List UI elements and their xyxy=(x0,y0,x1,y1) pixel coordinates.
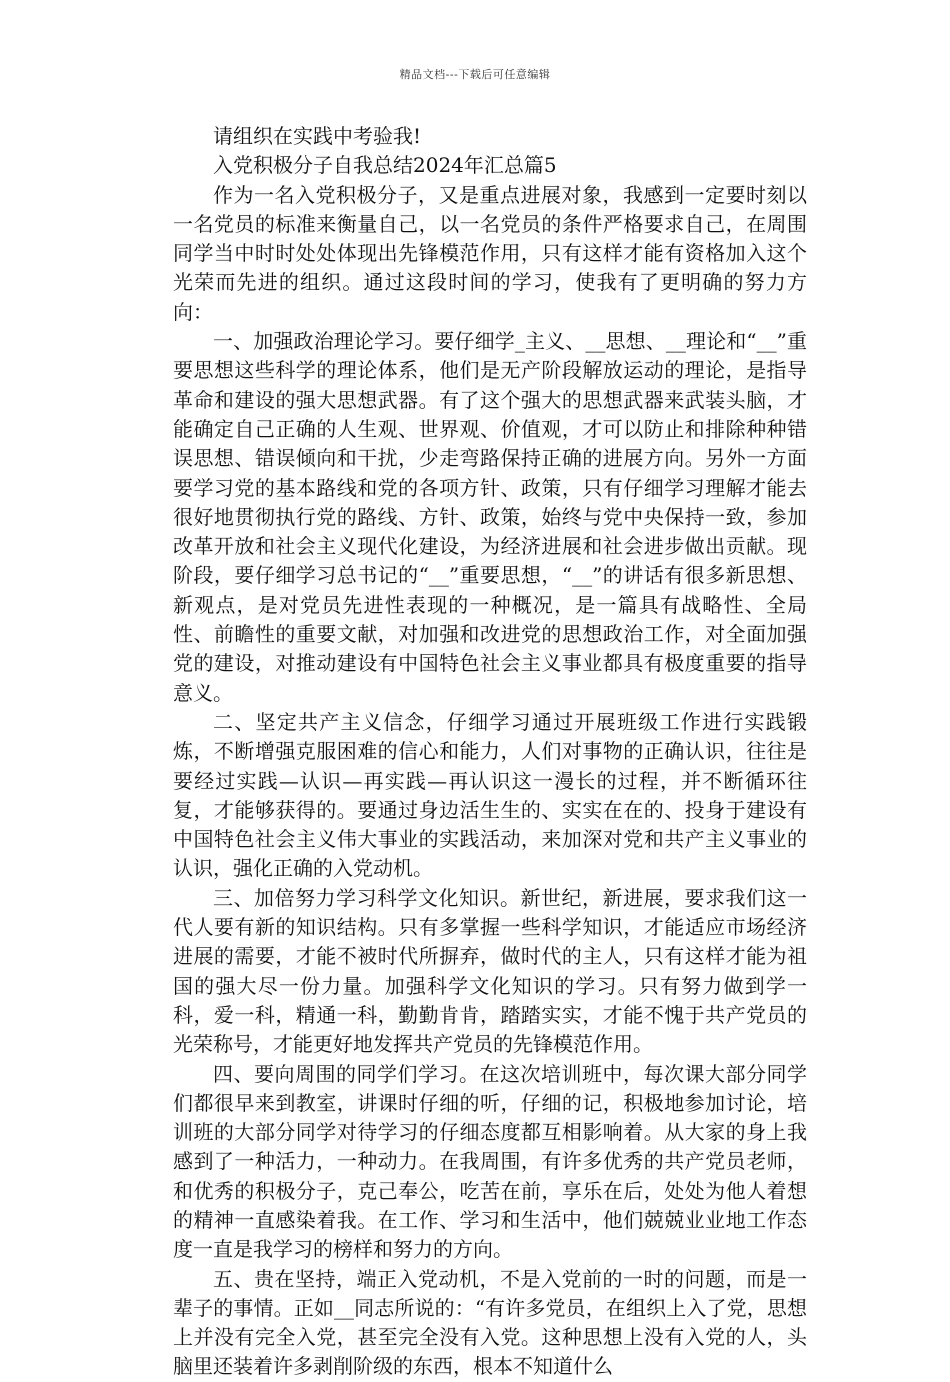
intro-paragraph: 作为一名入党积极分子，又是重点进展对象，我感到一定要时刻以一名党员的标准来衡量自己，以一名党员的条件严格要求自己，在周围同学当中时时处处体现出先锋模范作用，只有这样才能有资格加入这个光荣而先进的组织。通过这段时间的学习，使我有了更明确的努力方向： xyxy=(173,182,807,324)
paragraph-learn-from-classmates: 四、要向周围的同学们学习。在这次培训班中，每次课大部分同学们都很早来到教室，讲课时仔细的听，仔细的记，积极地参加讨论，培训班的大部分同学对待学习的仔细态度都互相影响着。从大家的身上我感到了一种活力，一种动力。在我周围，有许多优秀的共产党员老师，和优秀的积极分子，克己奉公，吃苦在前，享乐在后，处处为他人着想的精神一直感染着我。在工作、学习和生活中，他们兢兢业业地工作态度一直是我学习的榜样和努力的方向。 xyxy=(173,1061,807,1262)
page-header: 精品文档---下载后可任意编辑 xyxy=(399,68,551,81)
section-title: 入党积极分子自我总结2024年汇总篇5 xyxy=(213,153,557,178)
paragraph-perseverance: 五、贵在坚持，端正入党动机，不是入党前的一时的问题，而是一辈子的事情。正如__同志所说的：“有许多党员，在组织上入了党，思想上并没有完全入党，甚至完全没有入党。这种思想上没有入党的人，头脑里还装着许多剥削阶级的东西，根本不知道什么 xyxy=(173,1266,807,1379)
paragraph-science-knowledge: 三、加倍努力学习科学文化知识。新世纪，新进展，要求我们这一代人要有新的知识结构。只有多掌握一些科学知识，才能适应市场经济进展的需要，才能不被时代所摒弃，做时代的主人，只有这样才能为祖国的强大尽一份力量。加强科学文化知识的学习。只有努力做到学一科，爱一科，精通一科，勤勤肯肯，踏踏实实，才能不愧于共产党员的光荣称号，才能更好地发挥共产党员的先锋模范作用。 xyxy=(173,885,807,1057)
paragraph-political-theory: 一、加强政治理论学习。要仔细学_主义、__思想、__理论和“__”重要思想这些科学的理论体系，他们是无产阶段解放运动的理论，是指导革命和建设的强大思想武器。有了这个强大的思想武器来武装头脑，才能确定自己正确的人生观、世界观、价值观，才可以防止和排除种种错误思想、错误倾向和干扰，少走弯路保持正确的进展方向。另外一方面要学习党的基本路线和党的各项方针、政策，只有仔细学习理解才能去很好地贯彻执行党的路线、方针、政策，始终与党中央保持一致，参加改革开放和社会主义现代化建设，为经济进展和社会进步做出贡献。现阶段，要仔细学习总书记的“__”重要思想，“__”的讲话有很多新思想、新观点，是对党员先进性表现的一种概况，是一篇具有战略性、全局性、前瞻性的重要文献，对加强和改进党的思想政治工作，对全面加强党的建设，对推动建设有中国特色社会主义事业都具有极度重要的指导意义。 xyxy=(173,329,807,705)
document-body xyxy=(173,122,807,1382)
closing-line: 请组织在实践中考验我! xyxy=(213,124,422,148)
paragraph-communist-belief: 二、坚定共产主义信念，仔细学习通过开展班级工作进行实践锻炼，不断增强克服困难的信心和能力，人们对事物的正确认识，往往是要经过实践—认识—再实践—再认识这一漫长的过程，并不断循环往复，才能够获得的。要通过身边活生生的、实实在在的、投身于建设有中国特色社会主义伟大事业的实践活动，来加深对党和共产主义事业的认识，强化正确的入党动机。 xyxy=(173,709,807,881)
